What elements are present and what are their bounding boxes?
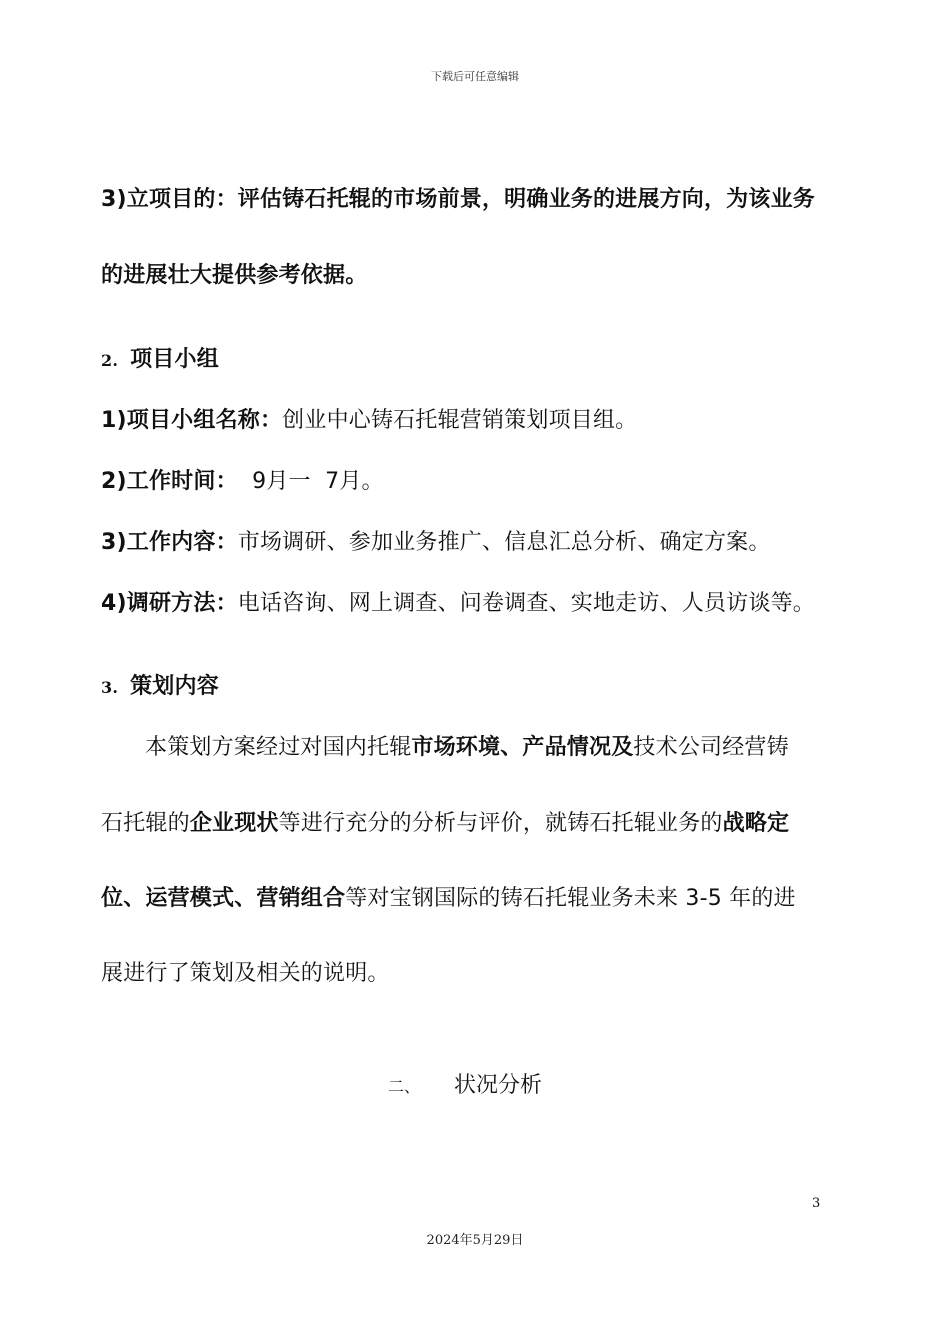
footer-date: 2024年5月29日 — [426, 1233, 524, 1248]
section-3-number: 3. — [101, 678, 119, 697]
team-item-1-label: 1)项目小组名称： — [101, 408, 283, 433]
purpose-line-2: 的进展壮大提供参考依据。 — [101, 263, 368, 288]
team-item-1-text: 创业中心铸石托辊营销策划项目组。 — [282, 408, 638, 433]
section-3-heading — [101, 673, 219, 702]
purpose-label: 3)立项目的： — [101, 187, 238, 212]
section-2-number: 2. — [101, 351, 119, 370]
body-2d: 战略定 — [722, 811, 790, 836]
chapter-2-number: 二、 — [388, 1077, 421, 1096]
chapter-2-heading — [388, 1068, 542, 1099]
team-item-3 — [101, 529, 771, 557]
body-2a: 石托辊的 — [101, 811, 190, 836]
team-item-4-text: 电话咨询、网上调查、问卷调查、实地走访、人员访谈等。 — [237, 591, 815, 616]
body-line-2 — [101, 810, 789, 838]
page-number: 3 — [812, 1196, 821, 1211]
body-2c: 等进行充分的分析与评价，就铸石托辊业务的 — [278, 811, 723, 836]
team-item-2 — [101, 468, 384, 496]
purpose-text-1: 评估铸石托辊的市场前景，明确业务的进展方向，为该业务 — [237, 187, 815, 212]
body-2b: 企业现状 — [189, 811, 279, 836]
team-item-4-label: 4)调研方法： — [101, 591, 238, 616]
purpose-line-1 — [101, 186, 815, 214]
team-item-1 — [101, 407, 637, 435]
body-line-4: 展进行了策划及相关的说明。 — [101, 961, 390, 986]
team-item-2-text: 9月一 7月。 — [237, 469, 384, 494]
section-2-heading — [101, 346, 219, 375]
team-item-3-label: 3)工作内容： — [101, 530, 238, 555]
section-2-title: 项目小组 — [130, 347, 219, 372]
body-1a: 本策划方案经过对国内托辊 — [145, 735, 412, 760]
body-line-1 — [145, 734, 789, 762]
page-header: 下载后可任意编辑 — [431, 70, 519, 83]
team-item-2-label: 2)工作时间： — [101, 469, 238, 494]
body-line-3 — [101, 885, 796, 913]
team-item-3-text: 市场调研、参加业务推广、信息汇总分析、确定方案。 — [237, 530, 771, 555]
body-3a: 位、运营模式、营销组合 — [101, 886, 346, 911]
body-1c: 技术公司经营铸 — [633, 735, 789, 760]
body-3b: 等对宝钢国际的铸石托辊业务未来 3-5 年的进 — [345, 886, 796, 911]
team-item-4 — [101, 590, 815, 618]
chapter-2-title: 状况分析 — [454, 1073, 543, 1098]
section-3-title: 策划内容 — [130, 674, 219, 699]
body-1b: 市场环境、产品情况及 — [411, 735, 634, 760]
